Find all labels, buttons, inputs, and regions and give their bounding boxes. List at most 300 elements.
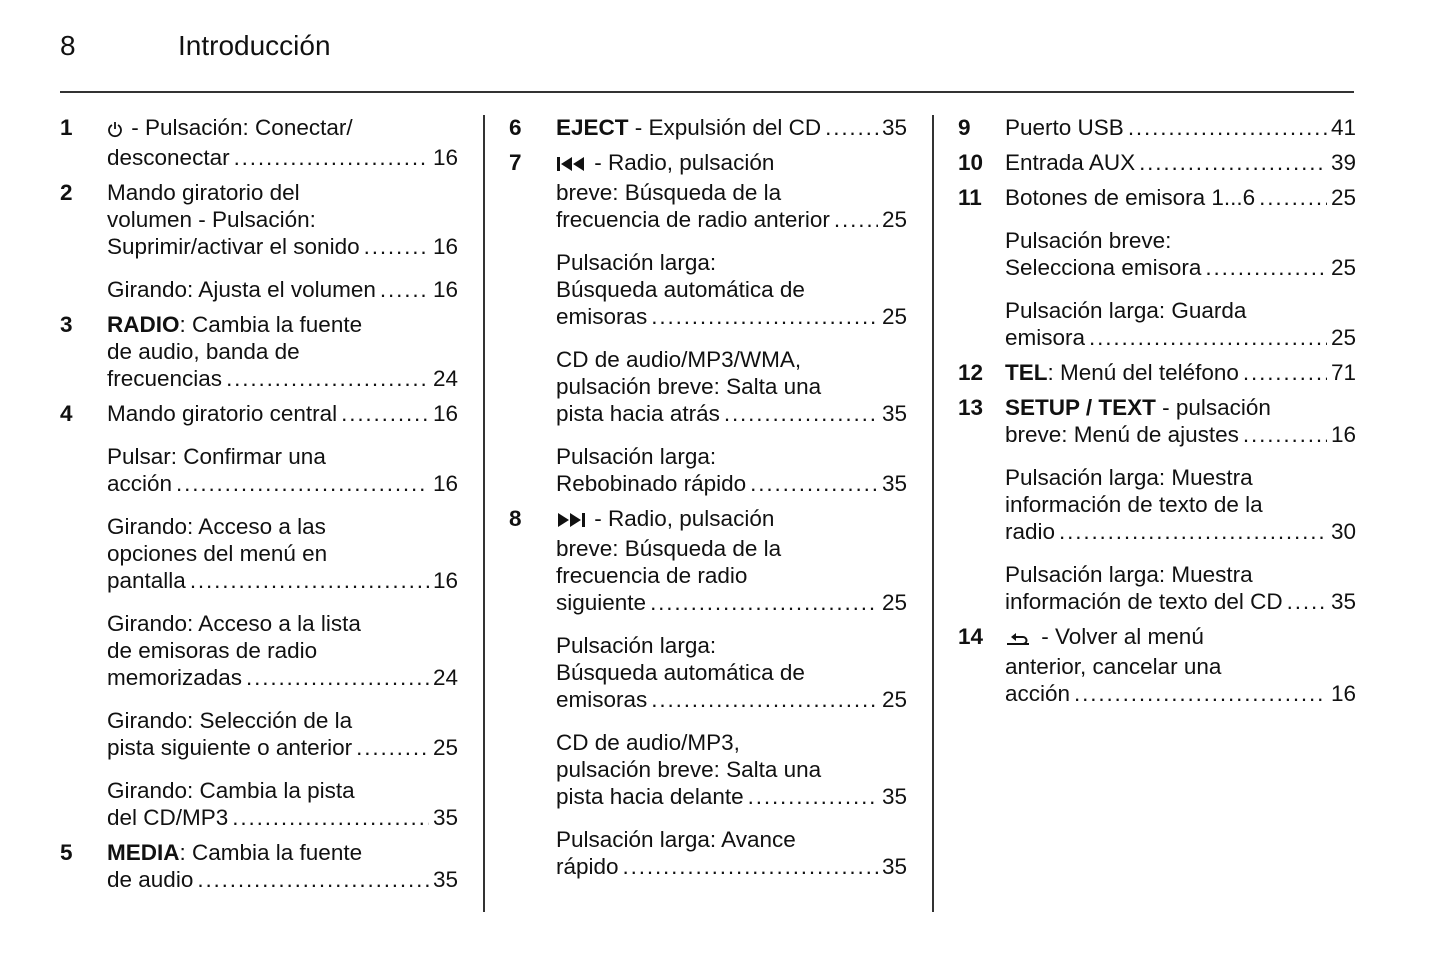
column-2 xyxy=(509,114,907,888)
item-number: 12 xyxy=(958,360,984,385)
leader-line xyxy=(107,470,458,497)
line-text xyxy=(556,633,716,658)
text: Mando giratorio del xyxy=(107,180,300,205)
text-line xyxy=(556,373,907,400)
line-text xyxy=(107,840,362,865)
text-line xyxy=(107,179,458,206)
text: información de texto del CD xyxy=(1005,589,1283,614)
page-reference: 35 xyxy=(881,784,907,809)
line-text xyxy=(556,114,821,141)
text-line xyxy=(556,505,907,535)
leader-line xyxy=(556,853,907,880)
dot-leader xyxy=(750,470,878,497)
leader-line xyxy=(107,734,458,761)
text: Búsqueda automática de xyxy=(556,277,805,302)
line-text xyxy=(556,730,740,755)
text: pista siguiente o anterior xyxy=(107,735,353,760)
dot-leader xyxy=(650,589,878,616)
text: memorizadas xyxy=(107,665,243,690)
line-text xyxy=(556,444,716,469)
page-reference: 25 xyxy=(881,687,907,712)
text-line xyxy=(1005,227,1356,254)
text: pulsación breve: Salta una xyxy=(556,374,822,399)
line-text xyxy=(556,400,720,427)
list-item xyxy=(958,394,1356,615)
next-track-icon xyxy=(556,508,586,535)
list-item xyxy=(509,505,907,880)
item-number: 1 xyxy=(60,115,73,140)
power-icon xyxy=(107,117,123,144)
description-paragraph xyxy=(556,826,907,880)
text-line xyxy=(1005,561,1356,588)
text: del CD/MP3 xyxy=(107,805,229,830)
text-line xyxy=(107,839,458,866)
text: Mando giratorio central xyxy=(107,401,338,426)
back-icon xyxy=(1005,626,1033,653)
line-text xyxy=(1005,465,1253,490)
leader-line xyxy=(1005,254,1356,281)
page-reference: 35 xyxy=(881,401,907,426)
dot-leader xyxy=(176,470,429,497)
description-paragraph xyxy=(1005,114,1356,141)
line-text xyxy=(107,514,326,539)
line-text xyxy=(1005,298,1246,323)
text: - pulsación xyxy=(1155,395,1271,420)
text: Rebobinado rápido xyxy=(556,471,747,496)
dot-leader xyxy=(1243,421,1327,448)
item-number: 9 xyxy=(958,115,971,140)
line-text xyxy=(107,567,186,594)
control-name: MEDIA xyxy=(107,840,180,865)
text: acción xyxy=(1005,681,1071,706)
text-line xyxy=(107,777,458,804)
text: frecuencia de radio xyxy=(556,563,748,588)
control-name: TEL xyxy=(1005,360,1048,385)
line-text xyxy=(107,180,300,205)
item-number: 6 xyxy=(509,115,522,140)
line-text xyxy=(1005,395,1271,420)
page-reference: 25 xyxy=(432,735,458,760)
text-line xyxy=(556,346,907,373)
list-item xyxy=(509,149,907,497)
description-paragraph xyxy=(556,149,907,233)
text-line xyxy=(556,659,907,686)
text-line xyxy=(556,249,907,276)
text-line xyxy=(556,756,907,783)
line-text xyxy=(556,506,774,531)
page-reference: 35 xyxy=(881,115,907,140)
text-line xyxy=(556,562,907,589)
line-text xyxy=(556,180,781,205)
page-reference: 24 xyxy=(432,366,458,391)
line-text xyxy=(107,638,317,663)
page-reference: 25 xyxy=(1330,185,1356,210)
text: Pulsación larga: Muestra xyxy=(1005,562,1253,587)
text: CD de audio/MP3, xyxy=(556,730,740,755)
leader-line xyxy=(107,866,458,893)
page-reference: 25 xyxy=(1330,325,1356,350)
item-number: 7 xyxy=(509,150,522,175)
leader-line xyxy=(556,589,907,616)
list-item xyxy=(60,311,458,392)
text-line xyxy=(1005,394,1356,421)
page-reference: 16 xyxy=(432,234,458,259)
page-reference: 35 xyxy=(432,805,458,830)
text-line xyxy=(556,535,907,562)
text: breve: Búsqueda de la xyxy=(556,536,782,561)
page-reference: 35 xyxy=(1330,589,1356,614)
line-text xyxy=(107,312,362,337)
dot-leader xyxy=(1243,359,1327,386)
dot-leader xyxy=(341,400,429,427)
text: Girando: Ajusta el volumen xyxy=(107,277,376,302)
dot-leader xyxy=(380,276,429,303)
text-line xyxy=(556,149,907,179)
text: siguiente xyxy=(556,590,647,615)
line-text xyxy=(107,804,228,831)
line-text xyxy=(1005,421,1239,448)
page-reference: 71 xyxy=(1330,360,1356,385)
line-text xyxy=(107,365,222,392)
text-line xyxy=(556,276,907,303)
text-line xyxy=(1005,491,1356,518)
line-text xyxy=(556,536,781,561)
description-paragraph xyxy=(556,505,907,616)
dot-leader xyxy=(748,783,878,810)
item-number: 8 xyxy=(509,506,522,531)
description-paragraph xyxy=(107,610,458,691)
description-paragraph xyxy=(107,839,458,893)
line-text xyxy=(107,541,327,566)
text: - Volver al menú xyxy=(1035,624,1204,649)
text: Pulsación larga: Guarda xyxy=(1005,298,1247,323)
page-title: Introducción xyxy=(178,30,331,61)
dot-leader xyxy=(232,804,429,831)
description-paragraph xyxy=(107,513,458,594)
line-text xyxy=(556,374,821,399)
list-item xyxy=(958,359,1356,386)
description-paragraph xyxy=(1005,297,1356,351)
text: - Pulsación: Conectar/ xyxy=(125,115,353,140)
leader-line xyxy=(107,233,458,260)
text: pista hacia atrás xyxy=(556,401,720,426)
line-text xyxy=(556,150,774,175)
header-rule xyxy=(60,91,1354,93)
control-name: RADIO xyxy=(107,312,180,337)
page-reference: 25 xyxy=(881,207,907,232)
dot-leader xyxy=(651,686,878,713)
text: de audio, banda de xyxy=(107,339,300,364)
line-text xyxy=(107,400,337,427)
column-1 xyxy=(60,114,458,901)
item-number: 13 xyxy=(958,395,984,420)
line-text xyxy=(1005,654,1221,679)
text: Botones de emisora 1...6 xyxy=(1005,185,1256,210)
line-text xyxy=(107,207,316,232)
leader-line xyxy=(1005,359,1356,386)
text: pista hacia delante xyxy=(556,784,744,809)
line-text xyxy=(556,757,821,782)
leader-line xyxy=(1005,518,1356,545)
dot-leader xyxy=(1128,114,1327,141)
control-name: SETUP / TEXT xyxy=(1005,395,1156,420)
line-text xyxy=(107,115,353,140)
list-item xyxy=(60,179,458,303)
text: breve: Menú de ajustes xyxy=(1005,422,1239,447)
text-line xyxy=(107,540,458,567)
description-paragraph xyxy=(107,114,458,171)
leader-line xyxy=(556,303,907,330)
description-paragraph xyxy=(1005,184,1356,211)
leader-line xyxy=(1005,114,1356,141)
text-line xyxy=(107,707,458,734)
dot-leader xyxy=(1139,149,1327,176)
line-text xyxy=(556,827,796,852)
text: emisoras xyxy=(556,687,648,712)
line-text xyxy=(1005,624,1204,649)
description-paragraph xyxy=(556,346,907,427)
text: frecuencia de radio anterior xyxy=(556,207,830,232)
description-paragraph xyxy=(556,114,907,141)
line-text xyxy=(1005,114,1124,141)
leader-line xyxy=(107,276,458,303)
leader-line xyxy=(556,686,907,713)
text-line xyxy=(107,443,458,470)
page-reference: 24 xyxy=(432,665,458,690)
line-text xyxy=(1005,254,1201,281)
description-paragraph xyxy=(1005,623,1356,707)
description-paragraph xyxy=(556,632,907,713)
list-item xyxy=(958,149,1356,176)
description-paragraph xyxy=(556,729,907,810)
text: - Radio, pulsación xyxy=(588,150,775,175)
item-number: 3 xyxy=(60,312,73,337)
text: anterior, cancelar una xyxy=(1005,654,1222,679)
text: opciones del menú en xyxy=(107,541,328,566)
text: Girando: Acceso a la lista xyxy=(107,611,361,636)
text: pulsación breve: Salta una xyxy=(556,757,822,782)
line-text xyxy=(556,206,830,233)
leader-line xyxy=(1005,680,1356,707)
description-paragraph xyxy=(107,311,458,392)
item-number: 10 xyxy=(958,150,984,175)
dot-leader xyxy=(724,400,878,427)
line-text xyxy=(1005,680,1070,707)
text: Pulsación larga: Muestra xyxy=(1005,465,1253,490)
leader-line xyxy=(556,470,907,497)
dot-leader xyxy=(1259,184,1327,211)
line-text xyxy=(107,778,355,803)
item-number: 11 xyxy=(958,185,982,210)
list-item xyxy=(60,114,458,171)
dot-leader xyxy=(364,233,429,260)
text-line xyxy=(1005,623,1356,653)
line-text xyxy=(107,866,193,893)
line-text xyxy=(107,611,361,636)
text-line xyxy=(107,114,458,144)
text: Pulsación larga: xyxy=(556,250,717,275)
line-text xyxy=(1005,359,1239,386)
text: información de texto de la xyxy=(1005,492,1263,517)
list-item xyxy=(958,623,1356,707)
line-text xyxy=(556,303,647,330)
leader-line xyxy=(107,144,458,171)
line-text xyxy=(1005,588,1283,615)
text-line xyxy=(556,443,907,470)
dot-leader xyxy=(1074,680,1327,707)
text: de audio xyxy=(107,867,194,892)
line-text xyxy=(107,734,352,761)
text-line xyxy=(107,311,458,338)
line-text xyxy=(107,276,376,303)
description-paragraph xyxy=(1005,149,1356,176)
text: radio xyxy=(1005,519,1056,544)
line-text xyxy=(556,589,646,616)
page-reference: 16 xyxy=(432,471,458,496)
dot-leader xyxy=(190,567,429,594)
text: Pulsación larga: xyxy=(556,444,717,469)
page-reference: 16 xyxy=(432,568,458,593)
column-3 xyxy=(958,114,1356,715)
leader-line xyxy=(556,783,907,810)
text-line xyxy=(1005,653,1356,680)
line-text xyxy=(556,853,619,880)
dot-leader xyxy=(651,303,878,330)
line-text xyxy=(556,660,805,685)
leader-line xyxy=(1005,184,1356,211)
line-text xyxy=(1005,184,1255,211)
page-reference: 16 xyxy=(432,145,458,170)
line-text xyxy=(556,686,647,713)
page-reference: 39 xyxy=(1330,150,1356,175)
text: Girando: Selección de la xyxy=(107,708,353,733)
dot-leader xyxy=(1287,588,1327,615)
description-paragraph xyxy=(1005,464,1356,545)
text: frecuencias xyxy=(107,366,223,391)
text: Puerto USB xyxy=(1005,115,1124,140)
page-reference: 35 xyxy=(881,471,907,496)
line-text xyxy=(107,470,172,497)
item-number: 4 xyxy=(60,401,73,426)
description-paragraph xyxy=(107,400,458,427)
dot-leader xyxy=(356,734,429,761)
text: rápido xyxy=(556,854,619,879)
list-item xyxy=(60,839,458,893)
text: Pulsación larga: Avance xyxy=(556,827,796,852)
line-text xyxy=(556,347,801,372)
text-line xyxy=(107,513,458,540)
page-reference: 35 xyxy=(881,854,907,879)
description-paragraph xyxy=(107,777,458,831)
line-text xyxy=(1005,562,1253,587)
text: acción xyxy=(107,471,173,496)
line-text xyxy=(556,470,746,497)
text: breve: Búsqueda de la xyxy=(556,180,782,205)
dot-leader xyxy=(623,853,878,880)
text: CD de audio/MP3/WMA, xyxy=(556,347,802,372)
column-divider xyxy=(483,115,485,912)
leader-line xyxy=(1005,149,1356,176)
text: - Radio, pulsación xyxy=(588,506,775,531)
dot-leader xyxy=(246,664,429,691)
leader-line xyxy=(107,567,458,594)
leader-line xyxy=(1005,421,1356,448)
line-text xyxy=(107,233,360,260)
line-text xyxy=(556,250,716,275)
page-reference: 41 xyxy=(1330,115,1356,140)
text: Girando: Acceso a las xyxy=(107,514,326,539)
line-text xyxy=(556,783,744,810)
line-text xyxy=(1005,324,1085,351)
text: Girando: Cambia la pista xyxy=(107,778,355,803)
text: Suprimir/activar el sonido xyxy=(107,234,360,259)
dot-leader xyxy=(1059,518,1327,545)
dot-leader xyxy=(1205,254,1327,281)
text-line xyxy=(1005,297,1356,324)
leader-line xyxy=(1005,324,1356,351)
text-line xyxy=(107,610,458,637)
text: : Cambia la fuente xyxy=(179,840,363,865)
leader-line xyxy=(556,206,907,233)
list-item xyxy=(509,114,907,141)
dot-leader xyxy=(825,114,878,141)
dot-leader xyxy=(197,866,429,893)
page-reference: 16 xyxy=(1330,681,1356,706)
dot-leader xyxy=(234,144,429,171)
leader-line xyxy=(556,114,907,141)
text: Búsqueda automática de xyxy=(556,660,805,685)
dot-leader xyxy=(834,206,878,233)
text-line xyxy=(556,179,907,206)
page-reference: 25 xyxy=(881,590,907,615)
description-paragraph xyxy=(107,443,458,497)
text: desconectar xyxy=(107,145,230,170)
description-paragraph xyxy=(1005,227,1356,281)
column-divider xyxy=(932,115,934,912)
description-paragraph xyxy=(107,276,458,303)
text-line xyxy=(107,637,458,664)
leader-line xyxy=(556,400,907,427)
page-reference: 30 xyxy=(1330,519,1356,544)
page-reference: 16 xyxy=(432,277,458,302)
line-text xyxy=(107,444,326,469)
line-text xyxy=(107,339,300,364)
text: Selecciona emisora xyxy=(1005,255,1202,280)
page-reference: 25 xyxy=(1330,255,1356,280)
text: Entrada AUX xyxy=(1005,150,1136,175)
text-line xyxy=(1005,464,1356,491)
text: Pulsación larga: xyxy=(556,633,717,658)
description-paragraph xyxy=(556,443,907,497)
line-text xyxy=(556,563,747,588)
item-number: 2 xyxy=(60,180,73,205)
leader-line xyxy=(1005,588,1356,615)
description-paragraph xyxy=(1005,394,1356,448)
text: Pulsación breve: xyxy=(1005,228,1172,253)
description-paragraph xyxy=(1005,359,1356,386)
page-reference: 25 xyxy=(881,304,907,329)
page-reference: 16 xyxy=(432,401,458,426)
text: : Cambia la fuente xyxy=(179,312,363,337)
item-number: 5 xyxy=(60,840,73,865)
page-number: 8 xyxy=(60,30,76,61)
list-item xyxy=(958,114,1356,141)
description-paragraph xyxy=(1005,561,1356,615)
text: volumen - Pulsación: xyxy=(107,207,316,232)
text: emisoras xyxy=(556,304,648,329)
line-text xyxy=(1005,149,1135,176)
line-text xyxy=(107,144,230,171)
